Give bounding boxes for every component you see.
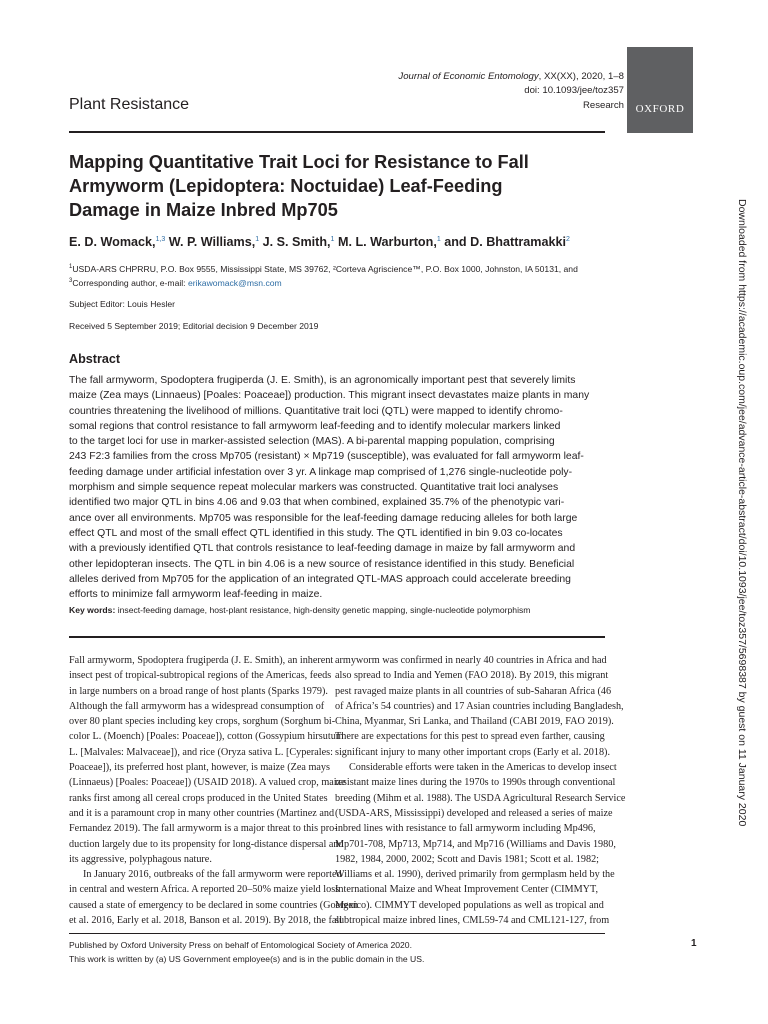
author-name: J. S. Smith,	[262, 235, 331, 249]
author-affiliation[interactable]: 1	[255, 235, 260, 243]
section-label: Plant Resistance	[69, 96, 190, 113]
text-line: armyworm was confirmed in nearly 40 countries in Africa and had	[335, 655, 607, 666]
text-line: identified two major QTL in bins 4.06 and 9.03 that when combined, explained 35.7% of the phenotypic vari-	[69, 497, 565, 509]
oxford-logo	[627, 47, 693, 133]
journal-volume: , XX(XX), 2020, 1–8	[538, 71, 624, 82]
text-line: in large numbers on a broad range of host plants (Sparks 1979).	[69, 685, 328, 697]
body-column-left	[69, 653, 359, 928]
keywords-text: insect-feeding damage, host-plant resistance, high-density genetic mapping, single-nucleotide polymorphism	[117, 605, 531, 615]
text-line: China, Myanmar, Sri Lanka, and Thailand (CABI 2019, FAO 2019).	[335, 716, 614, 728]
text-line: Mp701-708, Mp713, Mp714, and Mp716 (Williams and Davis 1980,	[335, 838, 616, 850]
text-line: (Linnaeus) [Poales: Poaceae]) (USAID 2018). A valued crop, maize	[69, 777, 346, 789]
text-line: alleles derived from Mp705 for the application of an integrated QTL-MAS approach could accelerate breeding	[69, 573, 571, 585]
text-line: inbred lines with resistance to fall armyworm including Mp496,	[335, 823, 596, 835]
author-name: and D. Bhattramakki	[444, 235, 567, 249]
text-line: feeding damage under artificial infestation over 3 yr. A linkage map comprised of 1,276 single-nucleotide poly-	[69, 466, 573, 478]
text-line: Williams et al. 1990), derived primarily from germplasm held by the	[335, 869, 615, 881]
text-line: of Africa’s 54 countries) and 17 Asian countries including Bangladesh,	[335, 700, 624, 712]
subject-editor: Subject Editor: Louis Hesler	[69, 299, 176, 309]
journal-info	[398, 70, 624, 113]
text-line: In January 2016, outbreaks of the fall armyworm were reported	[83, 869, 342, 881]
corresponding-email-link[interactable]: erikawomack@msn.com	[187, 278, 282, 288]
text-line: in central and western Africa. A reported 20–50% maize yield loss	[69, 884, 340, 896]
paper-title	[69, 150, 609, 222]
affiliations-line-1: $^1$USDA-ARS CHPRRU, P.O. Box 9555, Mississippi State, MS 39762, ²Corteva Agriscience™, P.O. Box 1000, Johnston, IA 50131, and	[69, 264, 578, 274]
text-line: also spread to India and Yemen (FAO 2018). By 2019, this migrant	[335, 670, 609, 682]
text-line: over 80 plant species including key crops, sorghum (Sorghum bi-	[69, 716, 336, 728]
abstract-body	[69, 373, 609, 602]
text-line: Fall armyworm, Spodoptera frugiperda (J. E. Smith), an inherent	[69, 655, 334, 666]
received-dates: Received 5 September 2019; Editorial decision 9 December 2019	[69, 321, 319, 331]
footer-publisher: Published by Oxford University Press on behalf of Entomological Society of America 2020.	[69, 940, 412, 950]
author-name: W. P. Williams,	[168, 235, 256, 249]
journal-name: Journal of Economic Entomology	[398, 71, 539, 82]
text-line: to the target loci for use in marker-assisted selection (MAS). A bi-parental mapping population, comprising	[69, 436, 555, 448]
text-line: morphism and simple sequence repeat molecular markers was constructed. Quantitative trait loci analyses	[69, 482, 559, 494]
oxford-logo-text: OXFORD	[635, 103, 685, 115]
text-line: ance over all environments. Mp705 was responsible for the leaf-feeding damage reducing alleles for both large	[69, 512, 578, 524]
footer-license: This work is written by (a) US Government employee(s) and is in the public domain in the US.	[69, 954, 425, 964]
text-line: with a previously identified QTL that controls resistance to leaf-feeding damage in maize by fall armyworm and	[69, 543, 576, 555]
text-line: ranks first among all cereal crops produced in the United States	[69, 792, 328, 804]
text-line: countries threatening the livelihood of millions. Quantitative trait loci (QTL) were mapped to identify chromo-	[69, 405, 563, 417]
text-line: (USDA-ARS, Mississippi) developed and released a series of maize	[335, 807, 613, 819]
abstract-divider	[69, 636, 605, 638]
keywords	[69, 605, 530, 615]
text-line: Poaceae]), its preferred host plant, however, is maize (Zea mays	[69, 762, 330, 774]
text-line: Although the fall armyworm has a widespread consumption of	[69, 700, 325, 712]
text-line: 243 F2:3 families from the cross Mp705 (resistant) × Mp719 (susceptible), was evaluated for fall armyworm leaf-	[69, 451, 584, 463]
text-line: pest ravaged maize plants in all countries of sub-Saharan Africa (46	[335, 685, 612, 697]
author-affiliation[interactable]: 1	[436, 235, 441, 243]
text-line: There are expectations for this pest to spread even farther, causing	[335, 731, 605, 743]
text-line: and it is a paramount crop in many other countries (Martinez and	[69, 807, 335, 819]
text-line: Fernandez 2019). The fall armyworm is a major threat to this pro-	[69, 823, 338, 835]
keywords-label: Key words:	[69, 605, 116, 615]
text-line: et al. 2016, Early et al. 2018, Banson et al. 2019). By 2018, the fall	[69, 915, 343, 927]
text-line: subtropical maize inbred lines, CML59-74 and CML121-127, from	[335, 915, 610, 927]
author-name: M. L. Warburton,	[337, 235, 437, 249]
text-line: effect QTL and most of the small effect QTL identified in this study. The QTL identified in bin 9.03 co-locates	[69, 527, 563, 539]
text-line: other lepidopteran insects. The QTL in bin 4.06 is a new source of resistance identified in this study. Beneficial	[69, 558, 575, 570]
text-line: efforts to minimize fall armyworm leaf-feeding in maize.	[69, 589, 323, 601]
text-line: its aggressive, polyphagous nature.	[69, 853, 212, 865]
page-number: 1	[691, 938, 697, 949]
title-line: Damage in Maize Inbred Mp705	[69, 200, 338, 220]
footer	[69, 938, 424, 966]
author-affiliation[interactable]: 1	[330, 235, 335, 243]
text-line: insect pest of tropical-subtropical regions of the Americas, feeds	[69, 670, 332, 682]
text-line: 1982, 1984, 2000, 2002; Scott and Davis 1981; Scott et al. 1982;	[335, 853, 600, 865]
author-affiliation[interactable]: 2	[566, 235, 570, 243]
doi[interactable]: doi: 10.1093/jee/toz357	[524, 85, 624, 97]
text-line: L. [Malvales: Malvaceae]), and rice (Oryza sativa L. [Cyperales:	[69, 746, 333, 758]
text-line: Mexico). CIMMYT developed populations as well as tropical and	[335, 899, 604, 911]
footer-divider	[69, 933, 605, 934]
text-line: caused a state of emergency to be declared in some countries (Goergen	[69, 899, 359, 911]
author-name: E. D. Womack,	[69, 235, 156, 249]
title-line: Mapping Quantitative Trait Loci for Resistance to Fall	[69, 152, 529, 172]
abstract-heading: Abstract	[69, 352, 121, 366]
text-line: Considerable efforts were taken in the Americas to develop insect	[349, 762, 617, 774]
text-line: maize (Zea mays (Linnaeus) [Poales: Poaceae]) production. This migrant insect devastates maize plants in many	[69, 390, 590, 402]
text-line: color L. (Moench) [Poales: Poaceae]), cotton (Gossypium hirsutum	[69, 731, 344, 743]
author-list	[69, 235, 570, 249]
text-line: significant injury to many other important crops (Early et al. 2018).	[335, 746, 610, 758]
affiliations-line-2: $^3$Corresponding author, e-mail: erikawomack@msn.com	[69, 278, 282, 288]
text-line: breeding (Mihm et al. 1988). The USDA Agricultural Research Service	[335, 792, 626, 804]
body-column-right	[335, 653, 626, 928]
text-line: duction largely due to its propensity for long-distance dispersal and	[69, 838, 344, 850]
article-type: Research	[582, 99, 624, 111]
text-line: somal regions that control resistance to fall armyworm leaf-feeding and to identify molecular markers linked	[69, 420, 561, 432]
author-affiliation[interactable]: 1,3	[155, 235, 166, 243]
download-watermark: Downloaded from https://academic.oup.com/jee/advance-article-abstract/doi/10.1093/jee/toz357/5698387 by guest on 11 January 2020	[736, 199, 748, 827]
header-divider	[69, 131, 605, 133]
text-line: The fall armyworm, Spodoptera frugiperda (J. E. Smith), is an agronomically important pest that severely limits	[69, 375, 576, 386]
text-line: International Maize and Wheat Improvement Center (CIMMYT,	[335, 884, 598, 896]
text-line: resistant maize lines during the 1970s to 1990s through conventional	[335, 777, 616, 789]
title-line: Armyworm (Lepidoptera: Noctuidae) Leaf-Feeding	[69, 176, 503, 196]
